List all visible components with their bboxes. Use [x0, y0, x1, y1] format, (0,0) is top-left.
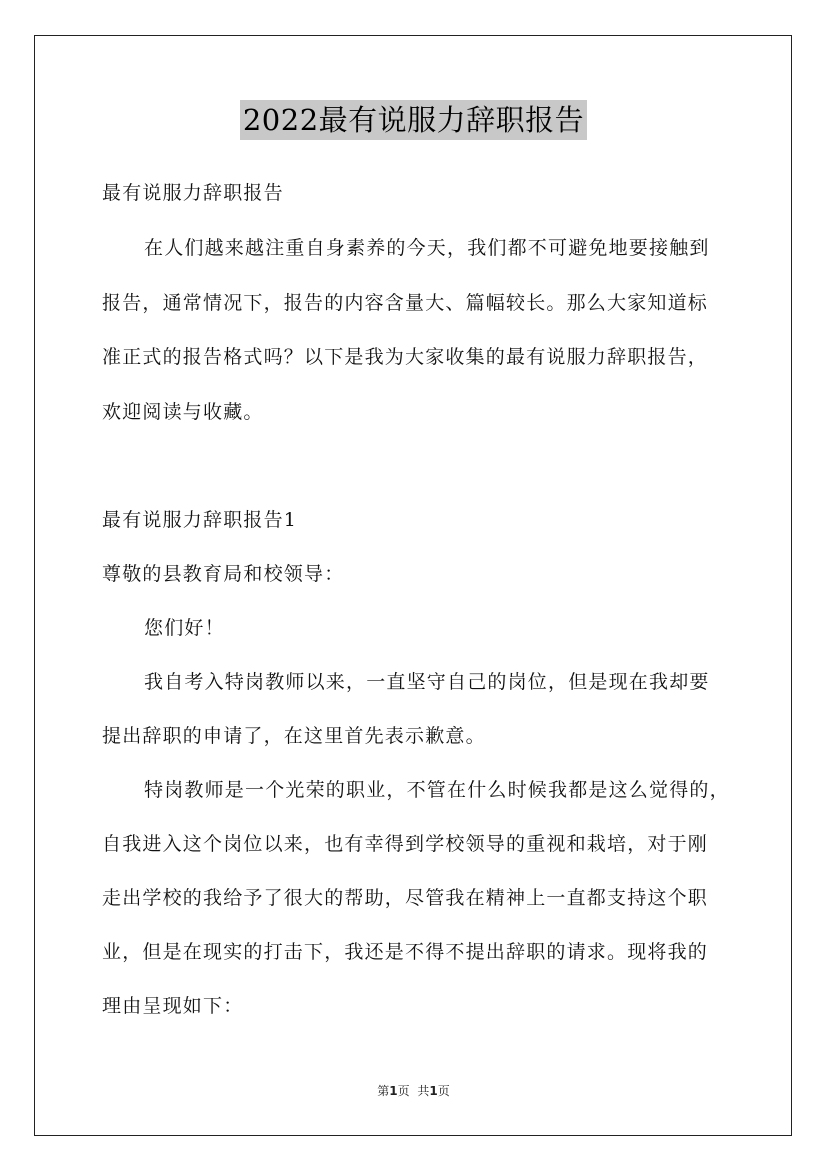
page-suffix: 页: [397, 1084, 410, 1098]
paragraph-line: 我自考入特岗教师以来，一直坚守自己的岗位，但是现在我却要: [144, 671, 710, 693]
paragraph-line: 在人们越来越注重自身素养的今天，我们都不可避免地要接触到: [144, 237, 710, 259]
paragraph-line: 特岗教师是一个光荣的职业，不管在什么时候我都是这么觉得的，: [144, 779, 730, 801]
greeting: 您们好！: [144, 617, 225, 639]
paragraph-line: 报告，通常情况下，报告的内容含量大、篇幅较长。那么大家知道标: [102, 292, 709, 314]
paragraph-line: 准正式的报告格式吗？以下是我为大家收集的最有说服力辞职报告，: [102, 346, 709, 368]
paragraph-line: 自我进入这个岗位以来，也有幸得到学校领导的重视和栽培，对于刚: [102, 833, 709, 855]
page-prefix: 第: [377, 1084, 390, 1098]
paragraph-line: 走出学校的我给予了很大的帮助，尽管我在精神上一直都支持这个职: [102, 887, 709, 909]
section-heading: 最有说服力辞职报告1: [102, 509, 298, 531]
salutation: 尊敬的县教育局和校领导：: [102, 563, 345, 585]
total-prefix: 共: [417, 1084, 430, 1098]
paragraph-line: 理由呈现如下：: [102, 995, 244, 1017]
total-pages: 1: [429, 1084, 438, 1098]
title-container: [0, 100, 827, 140]
paragraph-line: 提出辞职的申请了，在这里首先表示歉意。: [102, 725, 486, 747]
subtitle-line: 最有说服力辞职报告: [102, 182, 284, 204]
paragraph-line: 欢迎阅读与收藏。: [102, 401, 264, 423]
page-number: 1: [389, 1084, 398, 1098]
page-footer: [0, 1083, 827, 1099]
paragraph-line: 业，但是在现实的打击下，我还是不得不提出辞职的请求。现将我的: [102, 941, 709, 963]
total-suffix: 页: [437, 1084, 450, 1098]
document-title: 2022最有说服力辞职报告: [240, 100, 587, 140]
